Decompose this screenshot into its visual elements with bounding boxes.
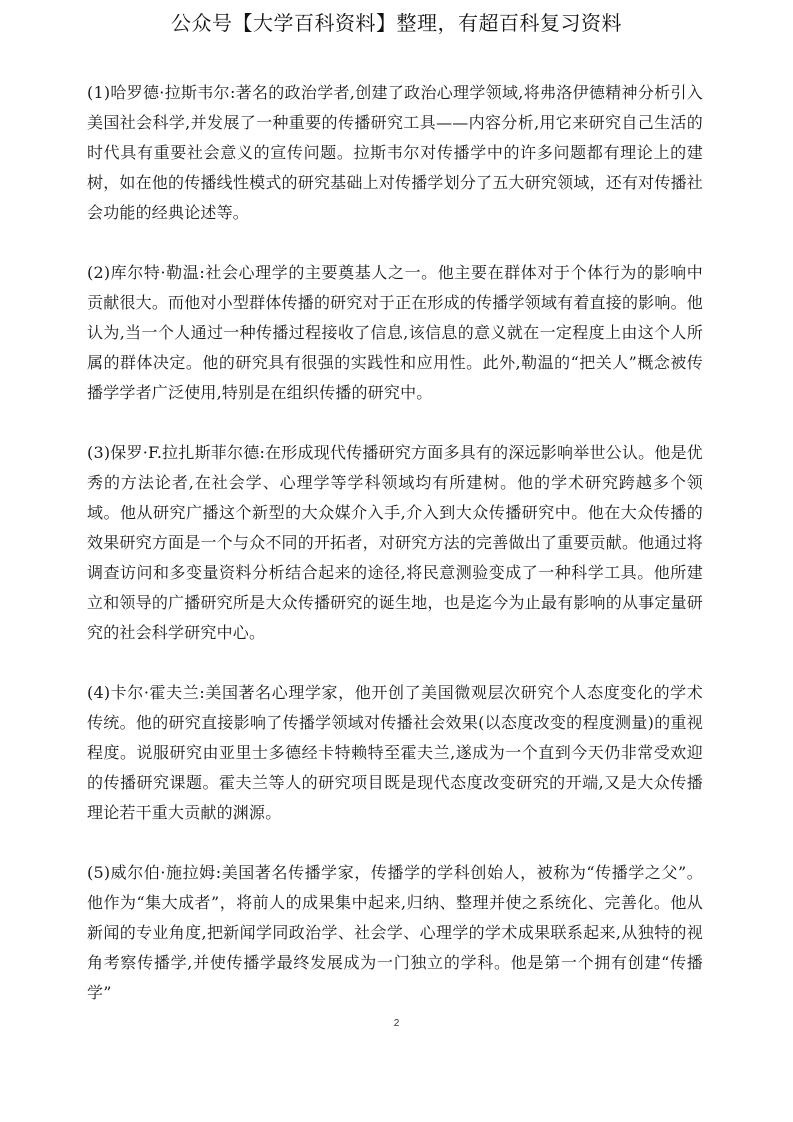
paragraph-lewin: (2)库尔特·勒温:社会心理学的主要奠基人之一。他主要在群体对于个体行为的影响中贡献很大。而他对小型群体传播的研究对于正在形成的传播学领域有着直接的影响。他认为,当一个人通过一种传播过程接收了信息,该信息的意义就在一定程度上由这个人所属的群体决定。他的研究具有很强的实践性和应用性。此外,勒温的“把关人”概念被传播学学者广泛使用,特别是在组织传播的研究中。 xyxy=(87,263,703,402)
paragraph-lasswell: (1)哈罗德·拉斯韦尔:著名的政治学者,创建了政治心理学领域,将弗洛伊德精神分析引入美国社会科学,并发展了一种重要的传播研究工具——内容分析,用它来研究自己生活的时代具有重要社会意义的宣传问题。拉斯韦尔对传播学中的许多问题都有理论上的建树，如在他的传播线性模式的研究基础上对传播学划分了五大研究领域，还有对传播社会功能的经典论述等。 xyxy=(87,83,703,222)
paragraph-lazarsfeld: (3)保罗·F.拉扎斯菲尔德:在形成现代传播研究方面多具有的深远影响举世公认。他是优秀的方法论者,在社会学、心理学等学科领域均有所建树。他的学术研究跨越多个领域。他从研究广播这个新型的大众媒介入手,介入到大众传播研究中。他在大众传播的效果研究方面是一个与众不同的开拓者，对研究方法的完善做出了重要贡献。他通过将调查访问和多变量资料分析结合起来的途径,将民意测验变成了一种科学工具。他所建立和领导的广播研究所是大众传播研究的诞生地，也是迄今为止最有影响的从事定量研究的社会科学研究中心。 xyxy=(87,443,703,642)
paragraph-hovland: (4)卡尔·霍夫兰:美国著名心理学家，他开创了美国微观层次研究个人态度变化的学术传统。他的研究直接影响了传播学领域对传播社会效果(以态度改变的程度测量)的重视程度。说服研究由亚里士多德经卡特赖特至霍夫兰,遂成为一个直到今天仍非常受欢迎的传播研究课题。霍夫兰等人的研究项目既是现代态度改变研究的开端,又是大众传播理论若干重大贡献的渊源。 xyxy=(87,683,703,822)
paragraph-schramm: (5)威尔伯·施拉姆:美国著名传播学家，传播学的学科创始人，被称为“传播学之父”。他作为“集大成者”，将前人的成果集中起来,归纳、整理并使之系统化、完善化。他从新闻的专业角度,把新闻学同政治学、社会学、心理学的学术成果联系起来,从独特的视角考察传播学,并使传播学最终发展成为一门独立的学科。他是第一个拥有创建“传播学” xyxy=(87,863,703,1002)
page-header-title: 公众号【大学百科资料】整理，有超百科复习资料 xyxy=(171,11,622,35)
document-body xyxy=(87,78,703,1008)
page-number: 2 xyxy=(393,1018,400,1029)
